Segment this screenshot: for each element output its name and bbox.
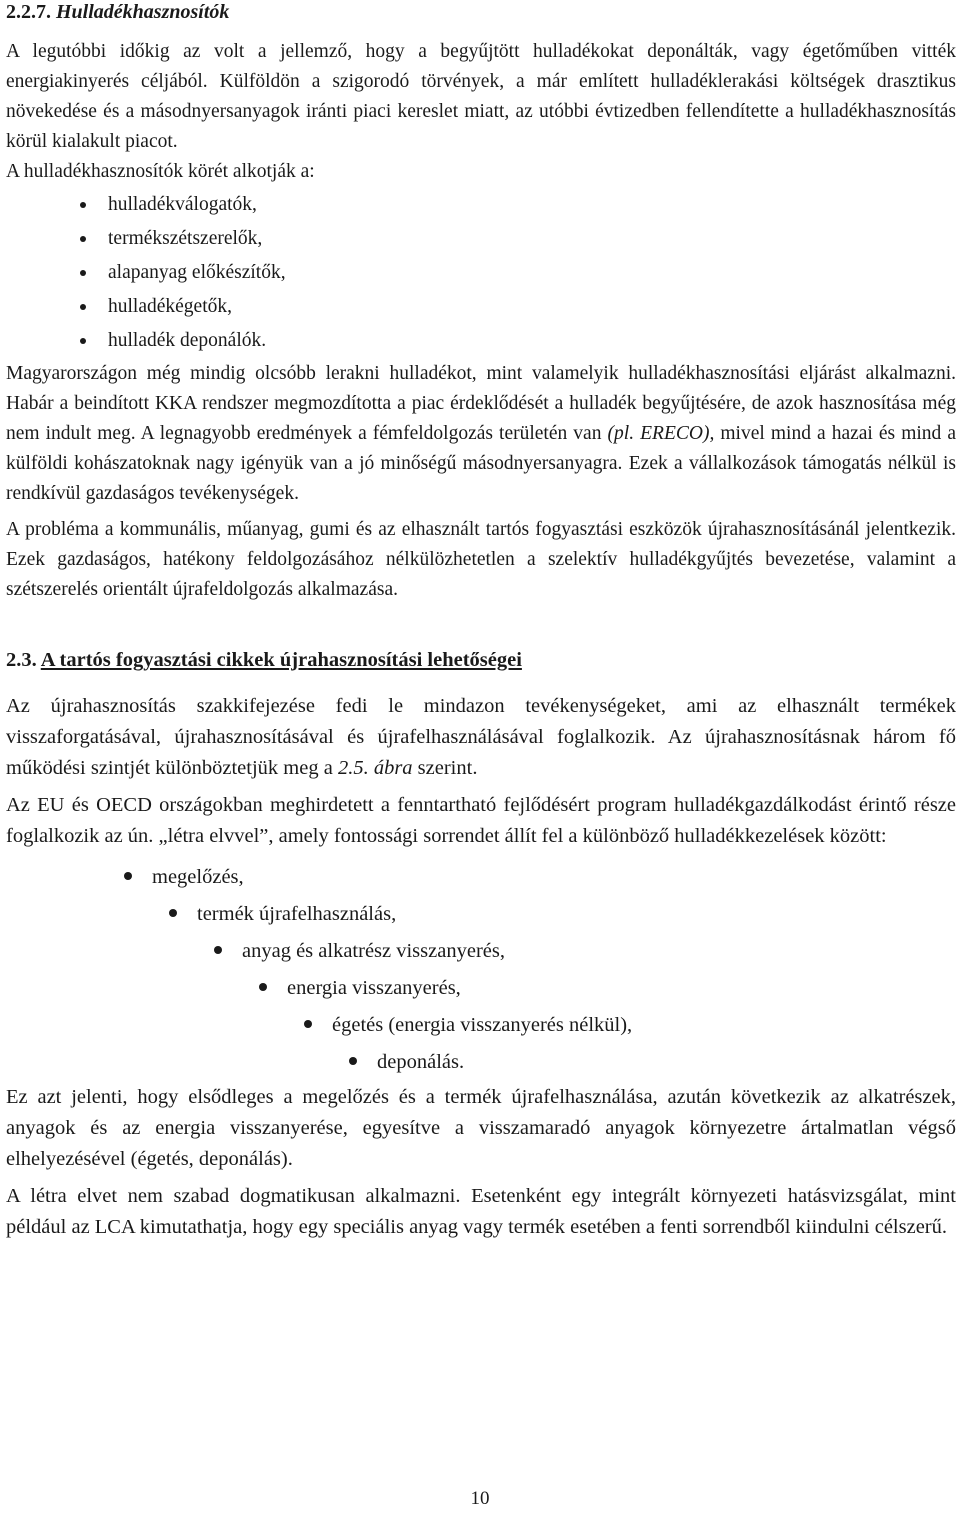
ladder-list — [6, 860, 956, 1082]
list-item: termékszétszerelők, — [108, 223, 956, 257]
paragraph-problem: A probléma a kommunális, műanyag, gumi és az elhasznált tartós fogyasztási eszközök újrahasznosításánál jelentkezik. Ezek gazdaságos, hatékony feldolgozásához nélkülözhetetlen a szelektív hulladékgyűjtés bevezetése, valamint a szétszerelés orientált újrafeldolgozás alkalmazása. — [6, 519, 956, 600]
section-number: 2.2.7. — [6, 1, 51, 23]
list-item: deponálás. — [377, 1045, 956, 1082]
list-item: termék újrafelhasználás, — [197, 897, 956, 934]
list-intro: A hulladékhasznosítók körét alkotják a: — [6, 161, 315, 182]
list-item: megelőzés, — [152, 860, 956, 897]
section-title: Hulladékhasznosítók — [56, 1, 230, 23]
list-item: hulladékégetők, — [108, 291, 956, 325]
paragraph-recycling-definition — [6, 691, 956, 784]
list-item: alapanyag előkészítők, — [108, 257, 956, 291]
paragraph-text: szerint. — [412, 757, 478, 779]
paragraph-meaning: Ez azt jelenti, hogy elsődleges a megelőzés és a termék újrafelhasználása, azután következik az alkatrészek, anyagok és az energia visszanyerése, egyesítve a visszamaradó anyagok környezetre ártalmatlan végső elhelyezésével (égetés, deponálás). — [6, 1086, 956, 1170]
section-title: A tartós fogyasztási cikkek újrahasznosítási lehetőségei — [40, 649, 522, 671]
paragraph-text: mivel mind a hazai és mind a külföldi kohászatoknak nagy igényük van a jó minőségű másodnyersanyagra. Ezek a vállalkozások támogatás nélkül is rendkívül gazdaságos tevékenységek. — [6, 423, 957, 504]
section-heading — [6, 0, 956, 24]
section-number: 2.3. — [6, 649, 37, 671]
paragraph-hungary — [6, 359, 956, 509]
page-number: 10 — [470, 1488, 490, 1509]
list-item: anyag és alkatrész visszanyerés, — [242, 934, 956, 971]
paragraph-lca: A létra elvet nem szabad dogmatikusan alkalmazni. Esetenként egy integrált környezeti hatásvizsgálat, mint például az LCA kimutathatja, hogy egy speciális anyag vagy termék esetében a fenti sorrendből kiindulni célszerű. — [6, 1185, 956, 1238]
section-waste-recyclers — [6, 0, 956, 605]
paragraph-text: Az újrahasznosítás szakkifejezése fedi le mindazon tevékenységeket, ami az elhasznált termékek visszaforgatásával, újrahasznosításával és újrafelhasználásával foglalkozik. Az újrahasznosításnak három fő működési szintjét különböztetjük meg a — [6, 695, 956, 779]
paragraph-intro: A legutóbbi időkig az volt a jellemző, hogy a begyűjtött hulladékokat deponálták, vagy égetőműben vitték energiakinyerés céljából. Külföldön a szigorodó törvények, a már említett hulladéklerakási költségek drasztikus növekedése és a másodnyersanyagok iránti piaci kereslet miatt, az utóbbi évtizedben fellendítette a hulladékhasznosítás körül kialakult piacot. — [6, 41, 956, 152]
list-item: hulladékválogatók, — [108, 189, 956, 223]
paragraph-ladder-principle: Az EU és OECD országokban meghirdetett a fenntartható fejlődésért program hulladékgazdálkodást érintő része foglalkozik az ún. „létra elvvel”, amely fontossági sorrendet állít fel a különböző hulladékkezelések között: — [6, 794, 956, 847]
figure-reference: 2.5. ábra — [337, 757, 413, 779]
paragraph-text: Magyarországon még mindig olcsóbb lerakni hulladékot, mint valamelyik hulladékhasznosítási eljárást alkalmazni. Habár a beindított KKA rendszer megmozdította a piac érdeklődését a hulladék begyűjtésére, de azok hasznosítása még nem indult meg. A legnagyobb eredmények a fémfeldolgozás területén van — [6, 363, 956, 444]
list-item: hulladék deponálók. — [108, 325, 956, 359]
example-reference: (pl. ERECO), — [607, 423, 715, 444]
document-page — [6, 0, 956, 1243]
list-item: energia visszanyerés, — [287, 971, 956, 1008]
recyclers-list — [6, 189, 956, 359]
list-item: égetés (energia visszanyerés nélkül), — [332, 1008, 956, 1045]
section-durable-goods — [6, 646, 956, 1243]
section-heading — [6, 646, 956, 674]
